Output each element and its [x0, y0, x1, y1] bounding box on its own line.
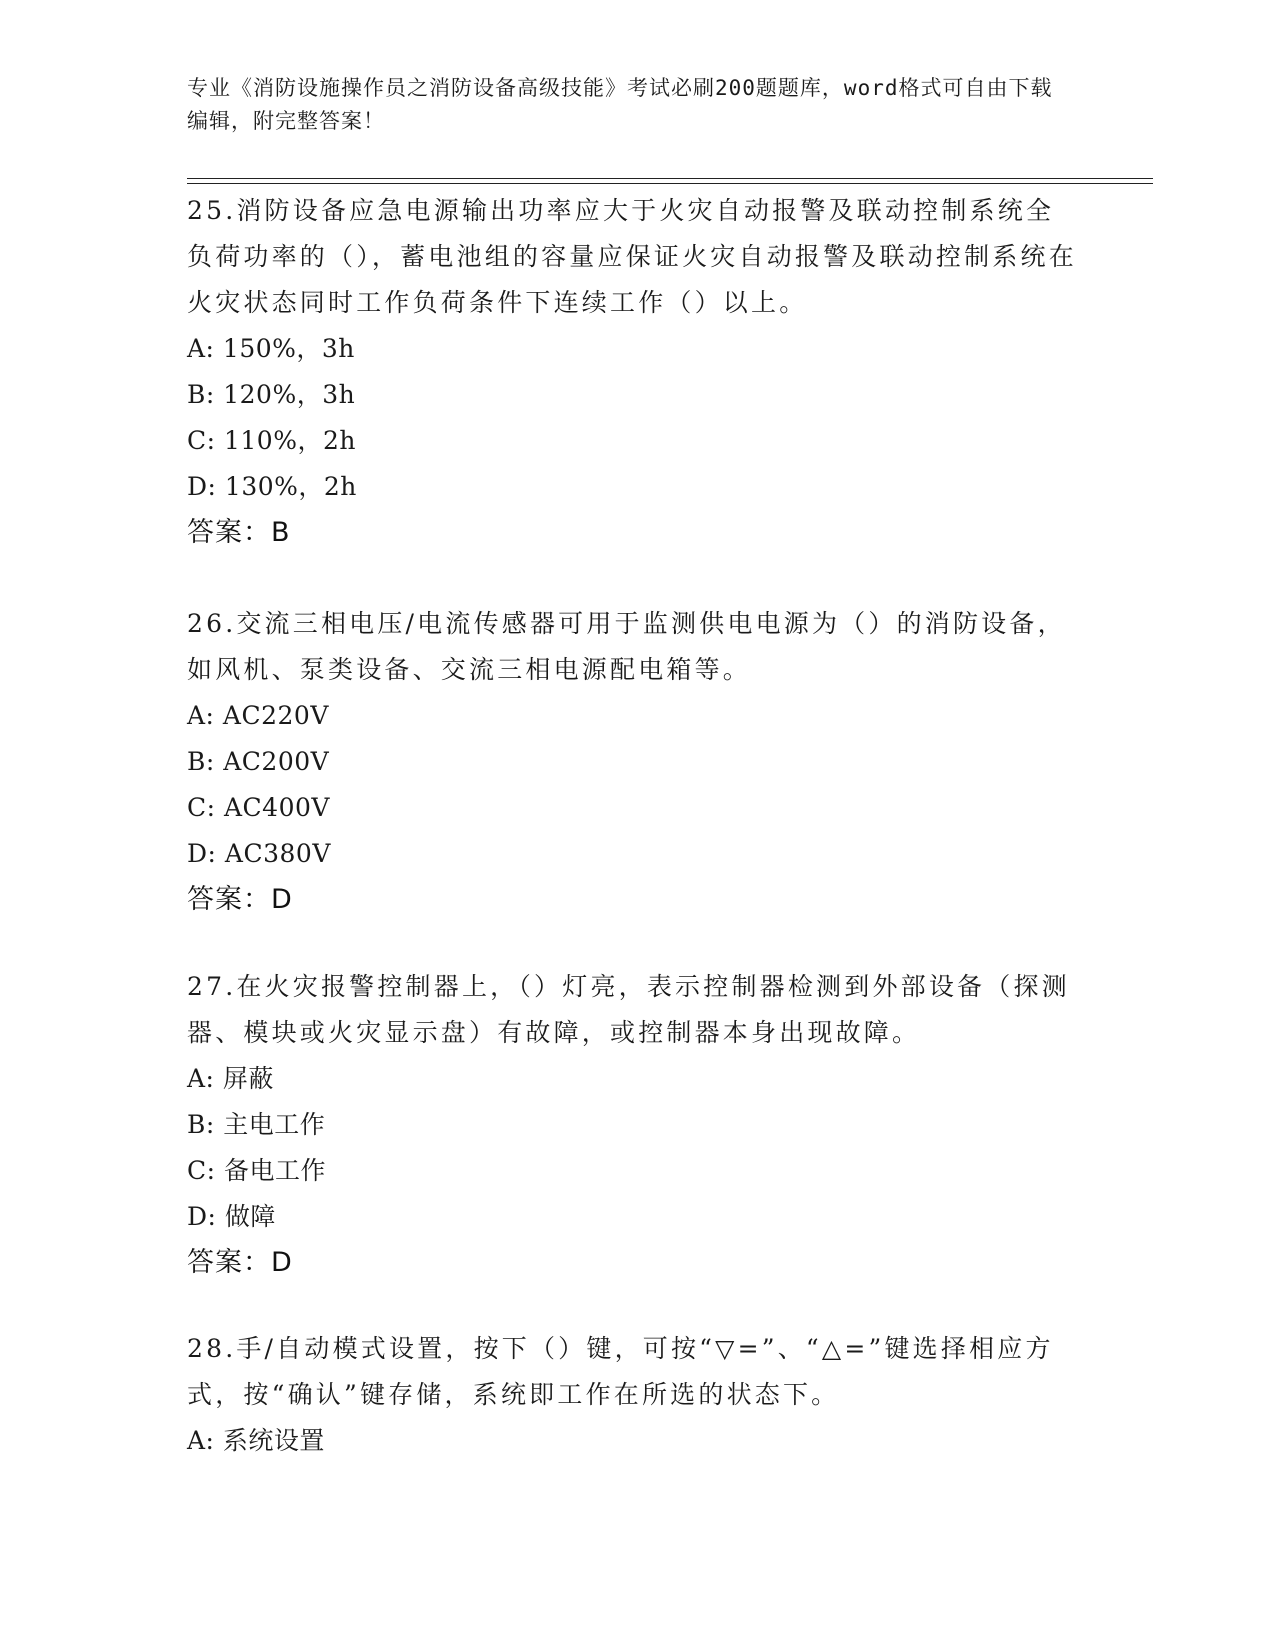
option-a: A: AC220V — [187, 701, 329, 730]
answer-line: 答案：D — [187, 884, 293, 915]
question-27 — [187, 964, 1077, 1286]
option-c: C: AC400V — [187, 793, 330, 822]
answer-line: 答案：B — [187, 517, 291, 548]
option-a: A: 系统设置 — [187, 1426, 325, 1455]
question-stem: 28.手/自动模式设置，按下（）键，可按“▽=”、“△=”键选择相应方式，按“确认”键存储，系统即工作在所选的状态下。 — [187, 1334, 1054, 1409]
option-c: C: 备电工作 — [187, 1156, 326, 1185]
option-d: D: AC380V — [187, 839, 331, 868]
question-28 — [187, 1326, 1077, 1464]
question-stem: 27.在火灾报警控制器上，（）灯亮，表示控制器检测到外部设备（探测器、模块或火灾显示盘）有故障，或控制器本身出现故障。 — [187, 972, 1070, 1047]
question-26 — [187, 601, 1077, 923]
question-25 — [187, 188, 1077, 556]
option-a: A: 150%，3h — [187, 334, 355, 363]
header-divider-top — [187, 178, 1153, 179]
document-header: 专业《消防设施操作员之消防设备高级技能》考试必刷200题题库，word格式可自由下载编辑，附完整答案！ — [187, 76, 1053, 133]
option-b: B: 主电工作 — [187, 1110, 326, 1139]
option-d: D: 做障 — [187, 1202, 276, 1231]
question-stem: 25.消防设备应急电源输出功率应大于火灾自动报警及联动控制系统全负荷功率的（），蓄电池组的容量应保证火灾自动报警及联动控制系统在火灾状态同时工作负荷条件下连续工作（）以上。 — [187, 196, 1077, 317]
question-stem: 26.交流三相电压/电流传感器可用于监测供电电源为（）的消防设备，如风机、泵类设备、交流三相电源配电箱等。 — [187, 609, 1066, 684]
option-b: B: AC200V — [187, 747, 330, 776]
option-c: C: 110%，2h — [187, 426, 356, 455]
option-a: A: 屏蔽 — [187, 1064, 274, 1093]
option-d: D: 130%，2h — [187, 472, 357, 501]
header-divider-bottom — [187, 183, 1153, 184]
option-b: B: 120%，3h — [187, 380, 356, 409]
answer-line: 答案：D — [187, 1247, 293, 1278]
